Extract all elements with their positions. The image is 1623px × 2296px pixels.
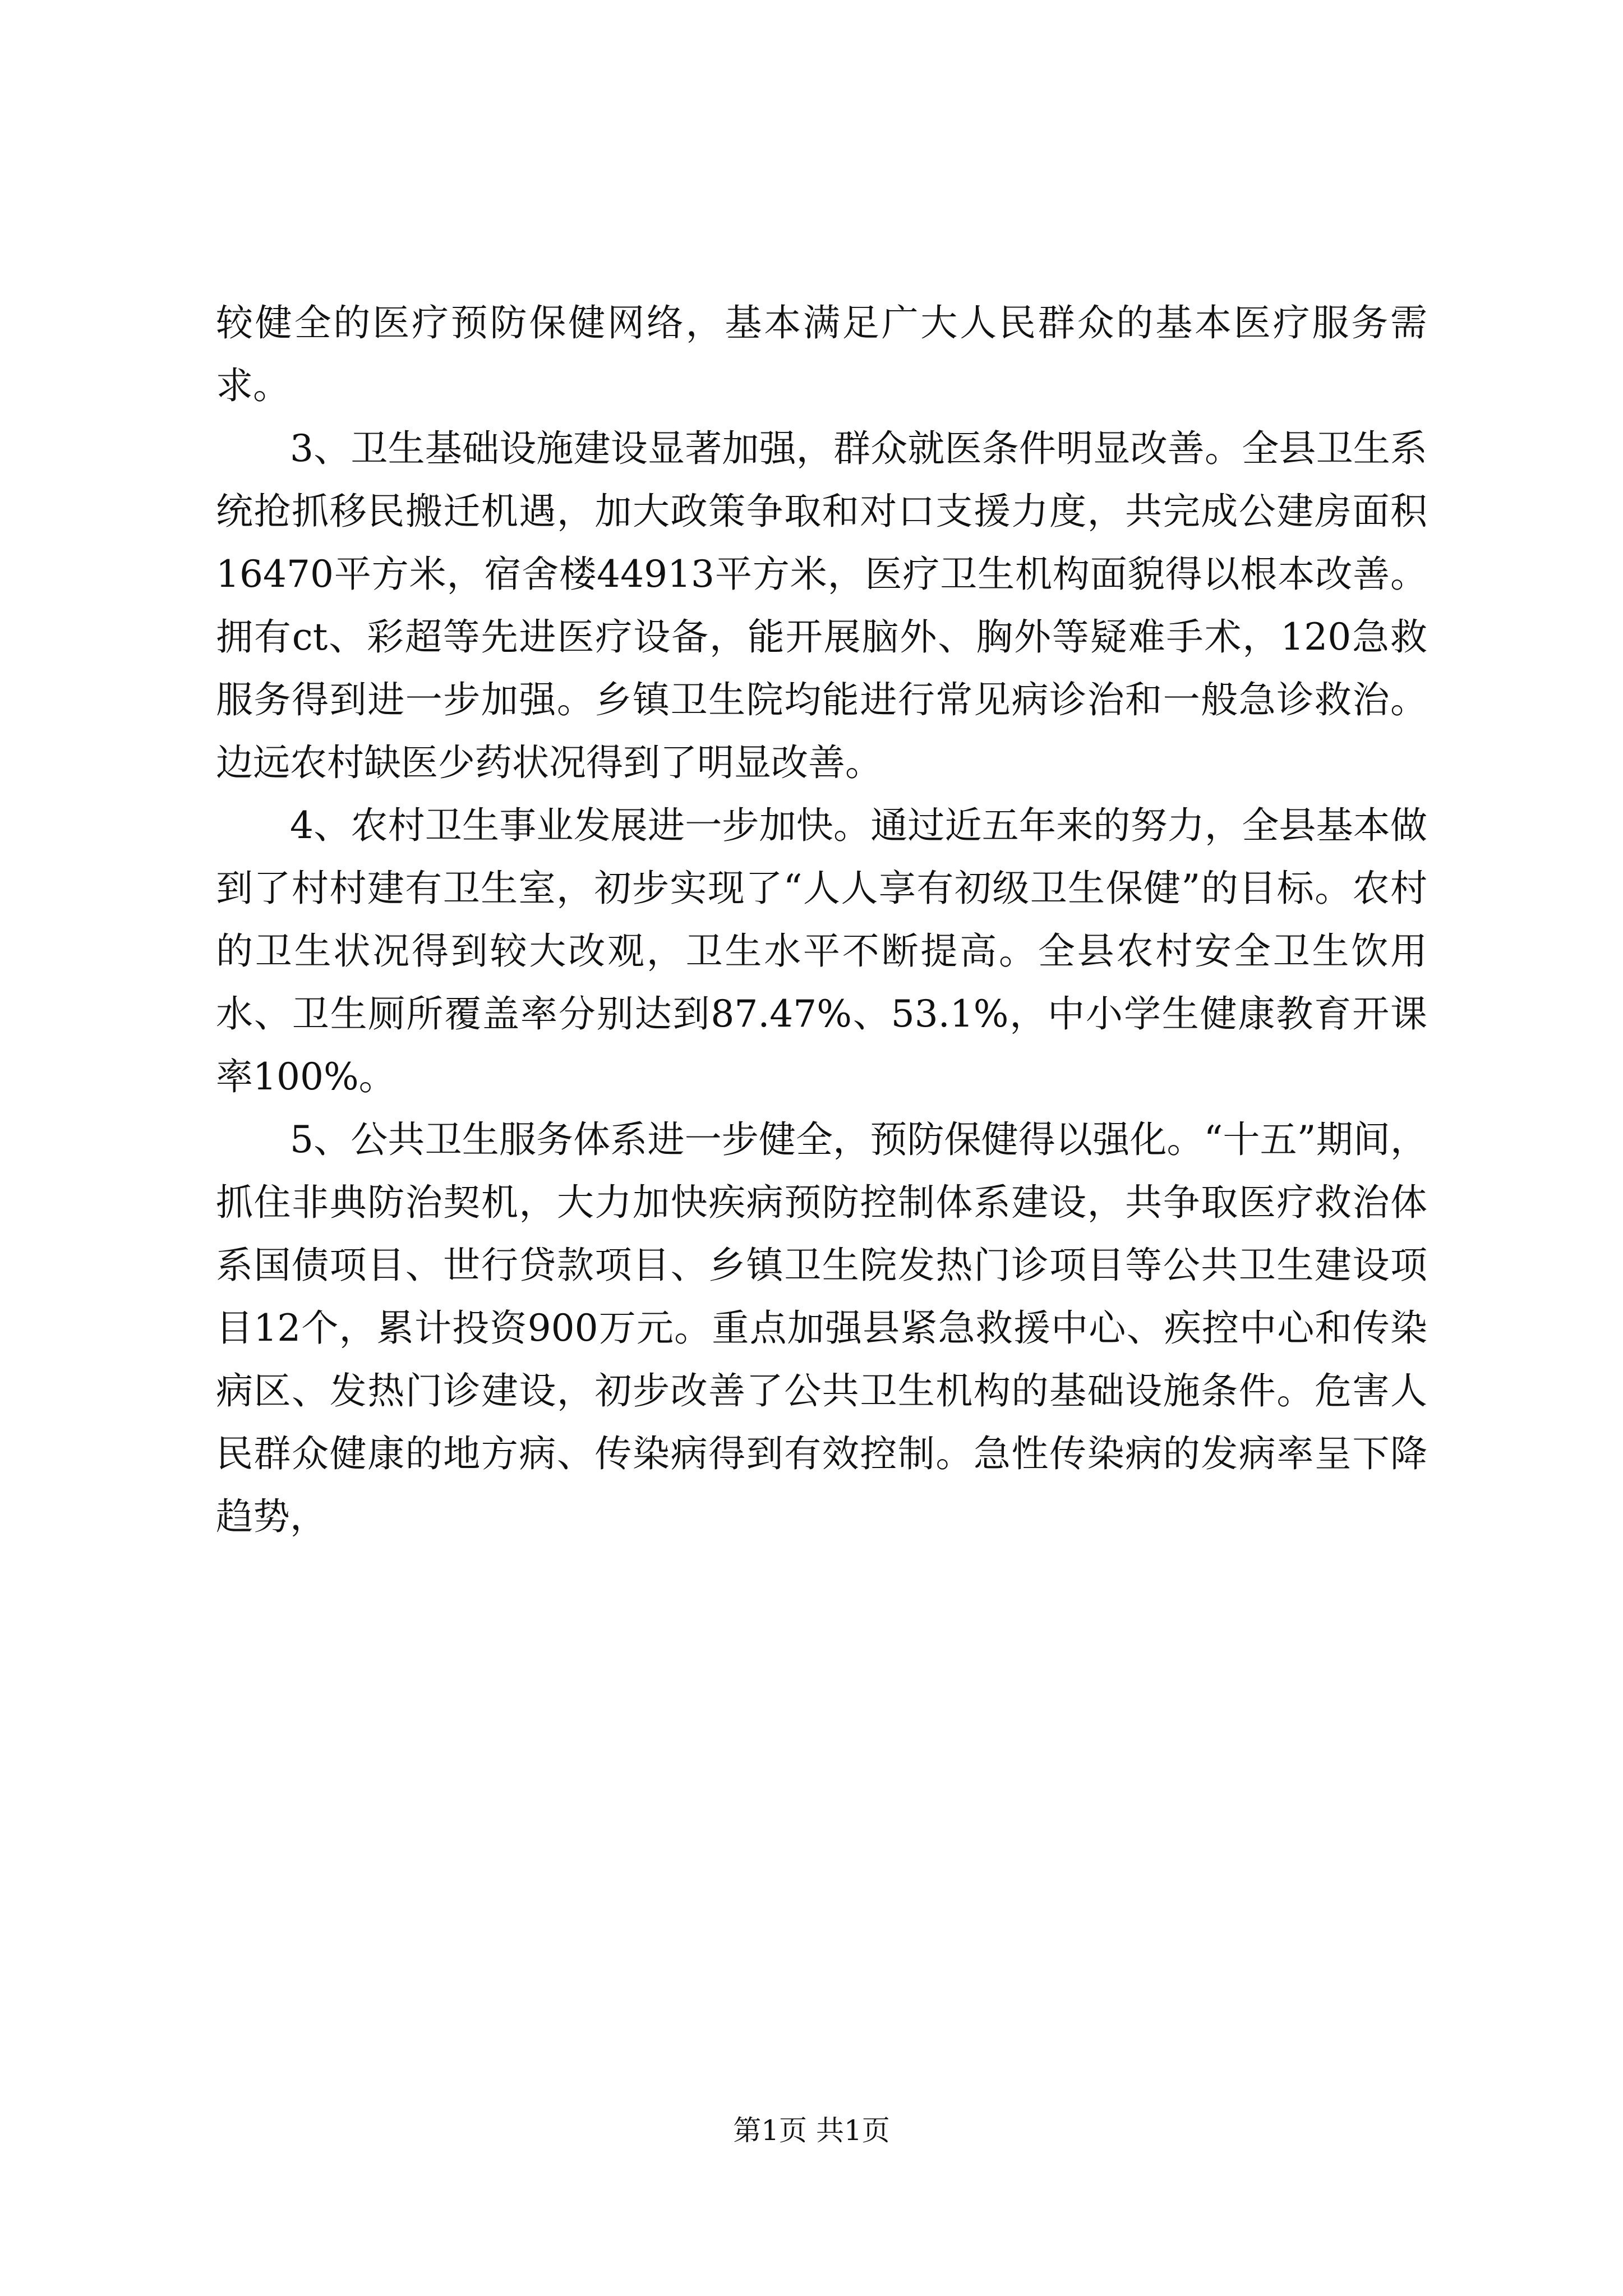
paragraph-infrastructure: 3、卫生基础设施建设显著加强，群众就医条件明显改善。全县卫生系统抢抓移民搬迁机遇，加大政策争取和对口支援力度，共完成公建房面积16470平方米，宿舍楼44913平方米，医疗卫生机构面貌得以根本改善。拥有ct、彩超等先进医疗设备，能开展脑外、胸外等疑难手术，120急救服务得到进一步加强。乡镇卫生院均能进行常见病诊治和一般急诊救治。边远农村缺医少药状况得到了明显改善。	[216, 427, 1427, 784]
paragraph-public-health: 5、公共卫生服务体系进一步健全，预防保健得以强化。“十五”期间，抓住非典防治契机，大力加快疾病预防控制体系建设，共争取医疗救治体系国债项目、世行贷款项目、乡镇卫生院发热门诊项目等公共卫生建设项目12个，累计投资900万元。重点加强县紧急救援中心、疾控中心和传染病区、发热门诊建设，初步改善了公共卫生机构的基础设施条件。危害人民群众健康的地方病、传染病得到有效控制。急性传染病的发病率呈下降趋势，	[216, 1118, 1427, 1538]
paragraph-continuation: 较健全的医疗预防保健网络，基本满足广大人民群众的基本医疗服务需求。	[216, 301, 1427, 407]
page-footer: 第1页 共1页	[733, 2114, 890, 2147]
document-body	[216, 292, 1427, 1548]
paragraph-rural-health: 4、农村卫生事业发展进一步加快。通过近五年来的努力，全县基本做到了村村建有卫生室，初步实现了“人人享有初级卫生保健”的目标。农村的卫生状况得到较大改观，卫生水平不断提高。全县农村安全卫生饮用水、卫生厕所覆盖率分别达到87.47%、53.1%，中小学生健康教育开课率100%。	[216, 804, 1427, 1098]
